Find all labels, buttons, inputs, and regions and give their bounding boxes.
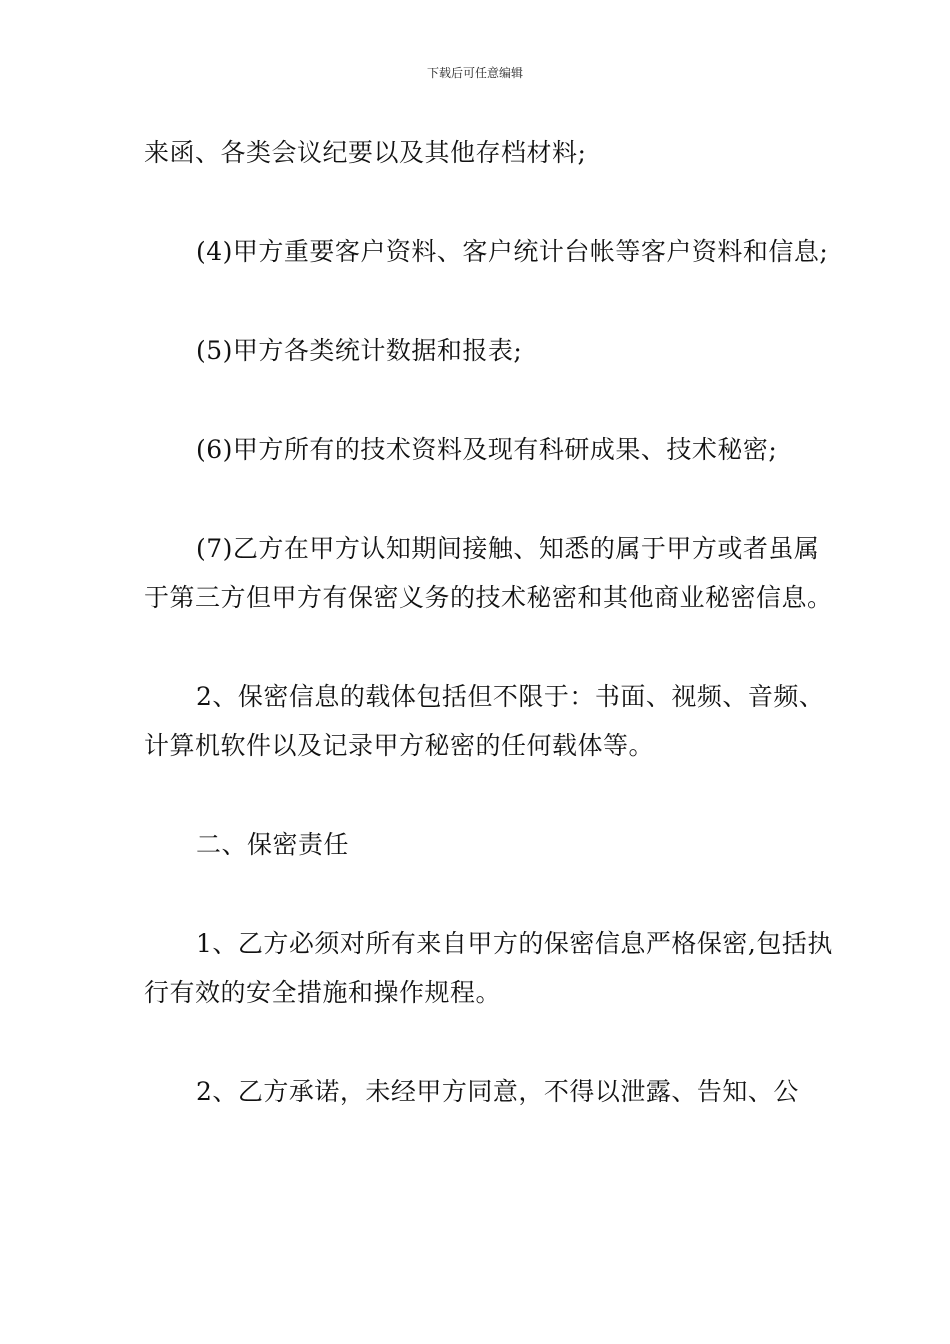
paragraph-item-4: (4)甲方重要客户资料、客户统计台帐等客户资料和信息;	[196, 237, 829, 266]
paragraph-duty-2: 2、乙方承诺，未经甲方同意，不得以泄露、告知、公	[196, 1077, 799, 1106]
paragraph-archive-materials: 来函、各类会议纪要以及其他存档材料;	[144, 138, 587, 167]
paragraph-carrier: 2、保密信息的载体包括但不限于：书面、视频、音频、计算机软件以及记录甲方秘密的任何载体等。	[144, 682, 825, 760]
paragraph-item-7: (7)乙方在甲方认知期间接触、知悉的属于甲方或者虽属于第三方但甲方有保密义务的技术秘密和其他商业秘密信息。	[144, 534, 833, 612]
document-body	[144, 128, 834, 1166]
paragraph-duty-1: 1、乙方必须对所有来自甲方的保密信息严格保密,包括执行有效的安全措施和操作规程。	[144, 929, 833, 1007]
section-heading-confidentiality: 二、保密责任	[196, 830, 350, 859]
paragraph-item-6: (6)甲方所有的技术资料及现有科研成果、技术秘密;	[196, 435, 778, 464]
page-header: 下载后可任意编辑	[426, 66, 523, 80]
paragraph-item-5: (5)甲方各类统计数据和报表;	[196, 336, 523, 365]
